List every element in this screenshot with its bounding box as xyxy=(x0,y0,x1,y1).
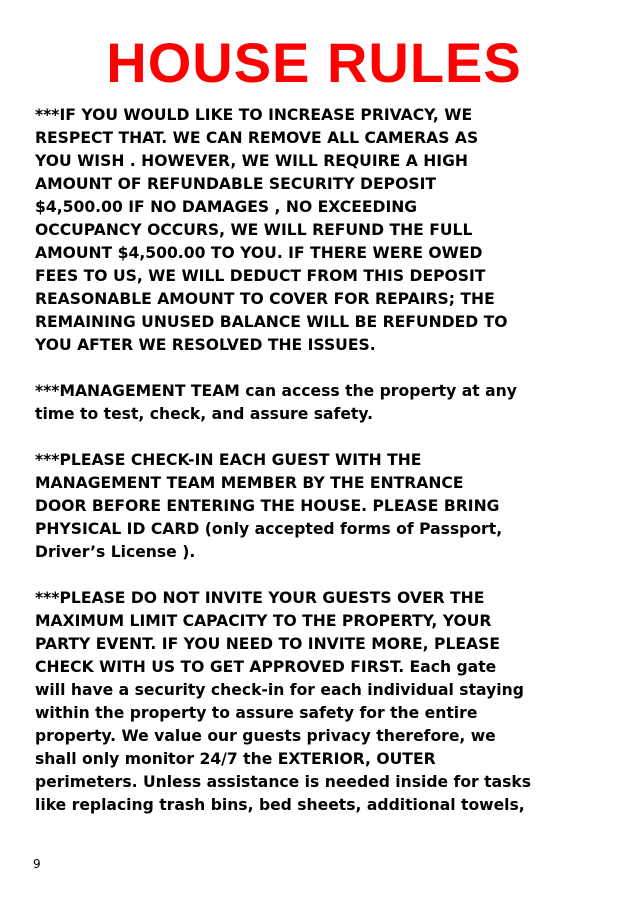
rule-paragraph-management-access: ***MANAGEMENT TEAM can access the property at any time to test, check, and assure safety. xyxy=(35,382,517,423)
rule-paragraph-privacy: ***IF YOU WOULD LIKE TO INCREASE PRIVACY, WE RESPECT THAT. WE CAN REMOVE ALL CAMERAS AS YOU WISH . HOWEVER, WE WILL REQUIRE A HIGH AMOUNT OF REFUNDABLE SECURITY DEPOSIT $4,500.00 IF NO DAMAGES , NO EXCEEDING OCCUPANCY OCCURS, WE WILL REFUND THE FULL AMOUNT $4,500.00 TO YOU. IF THERE WERE OWED FEES TO US, WE WILL DEDUCT FROM THIS DEPOSIT REASONABLE AMOUNT TO COVER FOR REPAIRS; THE REMAINING UNUSED BALANCE WILL BE REFUNDED TO YOU AFTER WE RESOLVED THE ISSUES. xyxy=(35,106,508,354)
rules-body xyxy=(35,104,595,840)
page-title: HOUSE RULES xyxy=(106,31,522,94)
rule-paragraph-guest-check-in: ***PLEASE CHECK-IN EACH GUEST WITH THE MANAGEMENT TEAM MEMBER BY THE ENTRANCE DOOR BEFORE ENTERING THE HOUSE. PLEASE BRING PHYSICAL ID CARD (only accepted forms of Passport, Driver’s License ). xyxy=(35,451,503,561)
page-number: 9 xyxy=(33,857,41,871)
rule-paragraph-guest-limit: ***PLEASE DO NOT INVITE YOUR GUESTS OVER THE MAXIMUM LIMIT CAPACITY TO THE PROPERTY, YOUR PARTY EVENT. IF YOU NEED TO INVITE MORE, PLEASE CHECK WITH US TO GET APPROVED FIRST. Each gate will have a security check-in for each individual staying within the property to assure safety for the entire property. We value our guests privacy therefore, we shall only monitor 24/7 the EXTERIOR, OUTER perimeters. Unless assistance is needed inside for tasks like replacing trash bins, bed sheets, additional towels, xyxy=(35,589,532,814)
